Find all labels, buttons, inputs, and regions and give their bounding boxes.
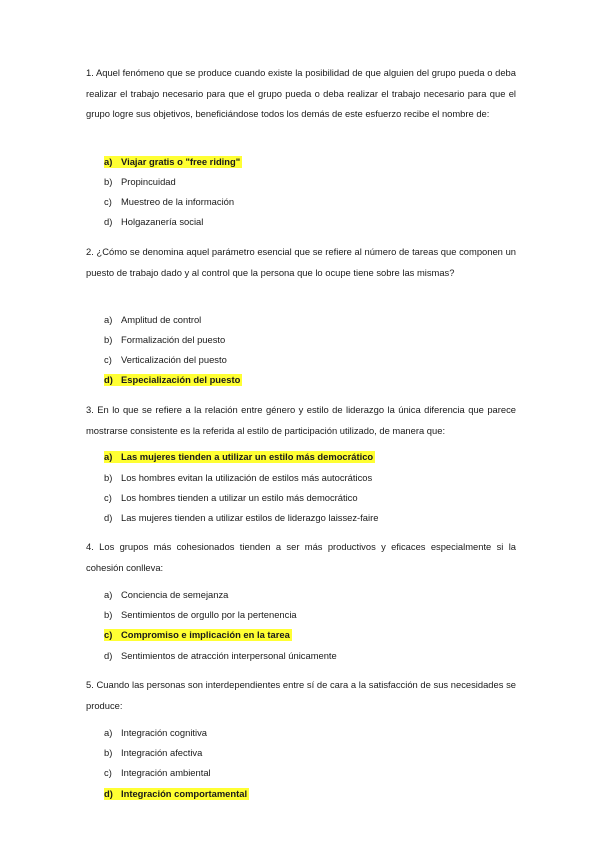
option-letter: c) xyxy=(104,354,112,365)
q5-option-d xyxy=(104,788,249,800)
q1-option-b xyxy=(104,176,176,188)
option-letter: d) xyxy=(104,216,113,227)
option-text: Especialización del puesto xyxy=(121,374,241,385)
option-letter: a) xyxy=(104,451,113,462)
option-text: Las mujeres tienden a utilizar estilos de liderazgo laissez-faire xyxy=(121,512,379,523)
question-1-text: 1. Aquel fenómeno que se produce cuando existe la posibilidad de que alguien del grupo pueda o deba realizar el trabajo necesario para que el grupo pueda o deba realizar el trabajo necesario para que el grupo logre sus objetivos, beneficiándose todos los demás de este esfuerzo recibe el nombre de: xyxy=(86,67,516,119)
q1-option-c xyxy=(104,196,234,208)
option-text: Formalización del puesto xyxy=(121,334,226,345)
option-letter: b) xyxy=(104,609,113,620)
q2-option-c xyxy=(104,354,227,366)
q2-option-b xyxy=(104,334,225,346)
question-2-text: 2. ¿Cómo se denomina aquel parámetro esencial que se refiere al número de tareas que componen un puesto de trabajo dado y al control que la persona que lo ocupe tiene sobre las mismas? xyxy=(86,246,516,278)
option-text: Conciencia de semejanza xyxy=(121,589,229,600)
q3-option-d xyxy=(104,512,378,524)
option-text: Compromiso e implicación en la tarea xyxy=(121,629,290,640)
q3-option-c xyxy=(104,492,358,504)
option-letter: b) xyxy=(104,747,113,758)
option-text: Integración afectiva xyxy=(121,747,203,758)
option-text: Holgazanería social xyxy=(121,216,204,227)
question-3-text: 3. En lo que se refiere a la relación entre género y estilo de liderazgo la única diferencia que parece mostrarse consistente es la referida al estilo de participación utilizado, de manera que: xyxy=(86,404,516,436)
option-letter: a) xyxy=(104,727,113,738)
option-letter: c) xyxy=(104,767,112,778)
option-letter: a) xyxy=(104,314,113,325)
option-letter: a) xyxy=(104,589,113,600)
q2-option-a xyxy=(104,314,201,326)
option-letter: d) xyxy=(104,650,113,661)
option-text: Integración ambiental xyxy=(121,767,211,778)
option-letter: d) xyxy=(104,374,113,385)
option-text: Verticalización del puesto xyxy=(121,354,227,365)
q5-option-b xyxy=(104,747,202,759)
question-5-text: 5. Cuando las personas son interdependientes entre sí de cara a la satisfacción de sus necesidades se produce: xyxy=(86,679,516,711)
option-letter: d) xyxy=(104,512,113,523)
option-letter: d) xyxy=(104,788,113,799)
option-text: Las mujeres tienden a utilizar un estilo más democrático xyxy=(121,451,374,462)
q2-option-d xyxy=(104,374,242,386)
option-letter: c) xyxy=(104,629,113,640)
q1-option-d xyxy=(104,216,203,228)
option-letter: c) xyxy=(104,196,112,207)
option-letter: b) xyxy=(104,334,113,345)
option-letter: a) xyxy=(104,156,113,167)
q4-option-a xyxy=(104,589,228,601)
option-letter: c) xyxy=(104,492,112,503)
option-text: Amplitud de control xyxy=(121,314,202,325)
option-letter: b) xyxy=(104,472,113,483)
option-text: Los hombres tienden a utilizar un estilo más democrático xyxy=(121,492,358,503)
q1-option-a xyxy=(104,156,242,168)
q4-option-c xyxy=(104,629,292,641)
q3-option-a xyxy=(104,451,375,463)
option-text: Viajar gratis o "free riding" xyxy=(121,156,241,167)
q5-option-c xyxy=(104,767,211,779)
option-text: Sentimientos de orgullo por la pertenencia xyxy=(121,609,297,620)
option-text: Integración comportamental xyxy=(121,788,248,799)
option-text: Los hombres evitan la utilización de estilos más autocráticos xyxy=(121,472,373,483)
option-text: Muestreo de la información xyxy=(121,196,235,207)
q4-option-d xyxy=(104,650,337,662)
question-4-text: 4. Los grupos más cohesionados tienden a ser más productivos y eficaces especialmente si la cohesión conlleva: xyxy=(86,541,516,573)
q4-option-b xyxy=(104,609,297,621)
option-text: Propincuidad xyxy=(121,176,176,187)
option-letter: b) xyxy=(104,176,113,187)
q3-option-b xyxy=(104,472,372,484)
option-text: Sentimientos de atracción interpersonal únicamente xyxy=(121,650,337,661)
q5-option-a xyxy=(104,727,207,739)
option-text: Integración cognitiva xyxy=(121,727,207,738)
